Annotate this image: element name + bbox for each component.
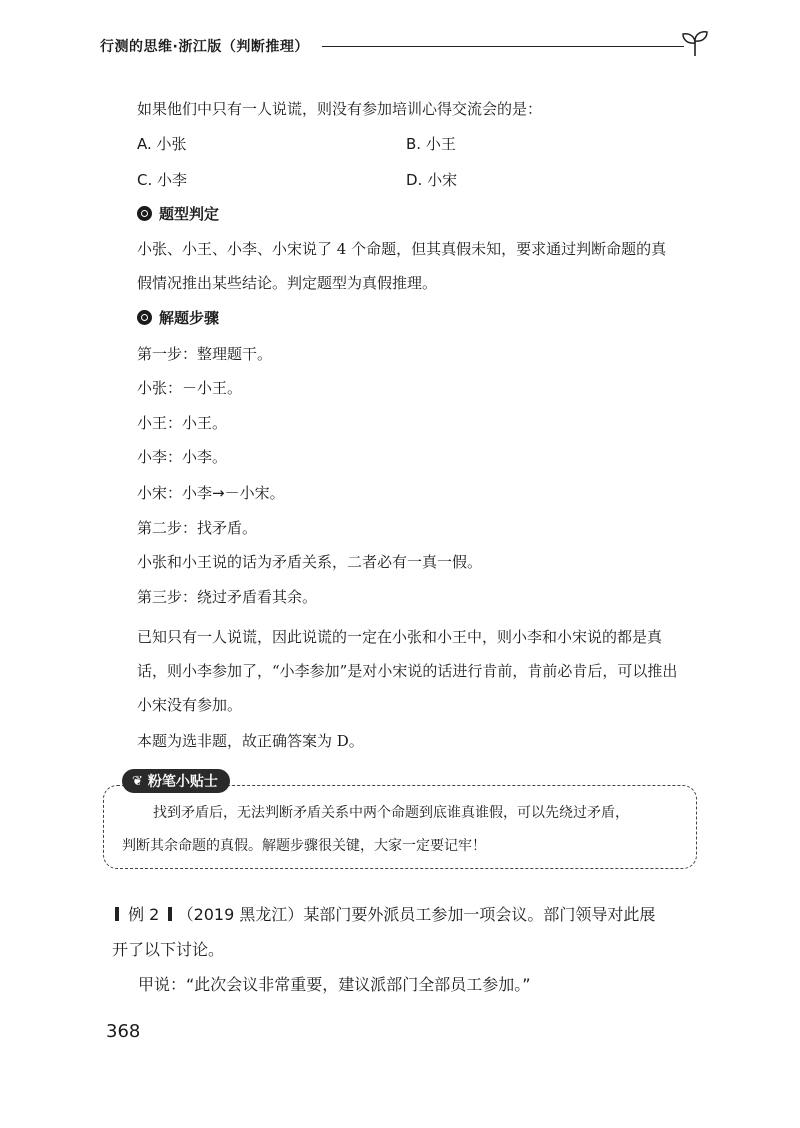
pen-icon xyxy=(137,310,152,325)
step-line: 小李：小李。 xyxy=(137,448,228,466)
header-title: 行测的思维·浙江版（判断推理） xyxy=(100,39,309,55)
example-line-3: 甲说：“此次会议非常重要，建议派部门全部员工参加。” xyxy=(138,975,531,994)
step-line: 小张：－小王。 xyxy=(137,379,243,397)
tips-label xyxy=(122,769,230,793)
step-line: 第一步：整理题干。 xyxy=(137,345,273,363)
tips-line-2: 判断其余命题的真假。解题步骤很关键，大家一定要记牢！ xyxy=(122,838,486,854)
reasoning-line-3: 小宋没有参加。 xyxy=(137,696,243,714)
type-line-1: 小张、小王、小李、小宋说了 4 个命题，但其真假未知，要求通过判断命题的真 xyxy=(137,240,667,258)
sprout-icon: ❦ xyxy=(132,773,143,789)
option-a: A. 小张 xyxy=(137,135,187,153)
example-line-2: 开了以下讨论。 xyxy=(112,940,225,959)
reasoning-line-1: 已知只有一人说谎，因此说谎的一定在小张和小王中，则小李和小宋说的都是真 xyxy=(137,628,663,646)
step-line: 小张和小王说的话为矛盾关系，二者必有一真一假。 xyxy=(137,553,483,571)
sprout-icon xyxy=(680,28,710,58)
tips-box xyxy=(103,785,697,869)
option-d: D. 小宋 xyxy=(406,171,458,189)
page-number: 368 xyxy=(106,1021,141,1042)
type-line-2: 假情况推出某些结论。判定题型为真假推理。 xyxy=(137,274,438,292)
option-b: B. 小王 xyxy=(406,135,456,153)
header-rule xyxy=(322,46,684,47)
tips-label-text: 粉笔小贴士 xyxy=(147,774,218,790)
reasoning-line-2: 话，则小李参加了，“小李参加”是对小宋说的话进行肯前，肯前必肯后，可以推出 xyxy=(137,662,678,680)
example-line-1 xyxy=(115,902,655,925)
example-label: 例 2 xyxy=(128,905,160,924)
tips-line-1: 找到矛盾后，无法判断矛盾关系中两个命题到底谁真谁假，可以先绕过矛盾， xyxy=(153,805,629,821)
gear-icon xyxy=(137,206,152,221)
question-stem: 如果他们中只有一人说谎，则没有参加培训心得交流会的是： xyxy=(137,100,543,118)
type-heading xyxy=(137,203,219,224)
step-line: 第三步：绕过矛盾看其余。 xyxy=(137,588,318,606)
example-marker xyxy=(168,907,172,921)
type-heading-label: 题型判定 xyxy=(159,205,220,223)
step-line: 小宋：小李→－小宋。 xyxy=(137,484,285,502)
step-line: 第二步：找矛盾。 xyxy=(137,519,258,537)
example-marker xyxy=(115,907,119,921)
answer-line: 本题为选非题，故正确答案为 D。 xyxy=(137,732,364,750)
running-header xyxy=(100,28,710,58)
step-line: 小王：小王。 xyxy=(137,414,228,432)
option-c: C. 小李 xyxy=(137,171,188,189)
steps-heading xyxy=(137,307,219,328)
steps-heading-label: 解题步骤 xyxy=(159,309,220,327)
example-text: （2019 黑龙江）某部门要外派员工参加一项会议。部门领导对此展 xyxy=(177,905,656,924)
